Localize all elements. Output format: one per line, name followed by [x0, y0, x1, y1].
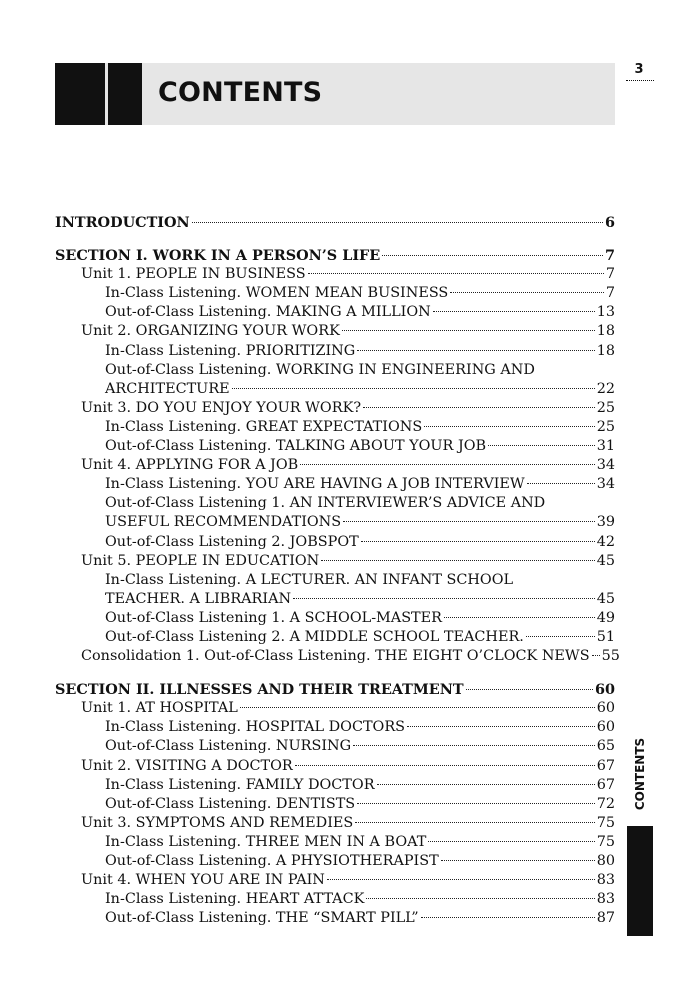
dot-leader [232, 388, 595, 389]
toc-entry-row[interactable] [55, 909, 615, 928]
dot-leader [342, 330, 595, 331]
dot-leader [357, 803, 595, 804]
dot-leader [355, 822, 594, 823]
toc-entry-title-line1[interactable]: Out-of-Class Listening. WORKING IN ENGINEERING AND [105, 361, 535, 378]
toc-entry-title: In-Class Listening. YOU ARE HAVING A JOB INTERVIEW [105, 476, 525, 493]
toc-section-row[interactable] [55, 213, 615, 232]
toc-entry-title: Unit 3. DO YOU ENJOY YOUR WORK? [81, 399, 362, 416]
toc-page-number: 7 [605, 285, 615, 302]
dot-leader [192, 222, 603, 223]
side-section-label [627, 729, 653, 819]
toc-entry-row[interactable] [55, 833, 615, 852]
toc-page-number: 31 [596, 438, 615, 455]
toc-entry-row[interactable] [55, 757, 615, 776]
toc-page-number: 72 [596, 795, 615, 812]
toc-entry-title: Unit 2. ORGANIZING YOUR WORK [81, 323, 340, 340]
toc-entry-title: SECTION II. ILLNESSES AND THEIR TREATMENT [55, 681, 464, 699]
toc-entry-row[interactable] [55, 533, 615, 552]
dot-leader [424, 426, 594, 427]
toc-entry-row[interactable] [55, 399, 615, 418]
toc-page-number: 83 [596, 891, 615, 908]
toc-page-number: 80 [596, 853, 615, 869]
toc-entry-title: Out-of-Class Listening 2. JOBSPOT [105, 533, 359, 550]
toc-entry-title: ARCHITECTURE [105, 380, 230, 397]
toc-entry-title: Out-of-Class Listening. THE “SMART PILL” [105, 910, 419, 927]
side-thumb-tab [627, 826, 653, 936]
toc-page-number: 22 [596, 380, 615, 397]
toc-entry-title: Unit 5. PEOPLE IN EDUCATION [81, 552, 320, 569]
toc-page-number: 42 [596, 533, 615, 550]
toc-entry-title: TEACHER. A LIBRARIAN [105, 590, 292, 607]
toc-entry-title: USEFUL RECOMMENDATIONS [105, 514, 342, 531]
dot-leader [466, 689, 593, 690]
toc-entry-row[interactable] [55, 737, 615, 756]
toc-entry-title: Unit 4. WHEN YOU ARE IN PAIN [81, 872, 325, 889]
page-number: 3 [634, 62, 644, 77]
toc-entry-row[interactable] [55, 590, 615, 609]
toc-page-number: 6 [604, 214, 615, 231]
toc-entry-row[interactable] [55, 871, 615, 890]
toc-entry-title: Unit 1. PEOPLE IN BUSINESS [81, 266, 306, 283]
toc-entry-title: In-Class Listening. HEART ATTACK [105, 891, 365, 908]
toc-entry-row[interactable] [55, 795, 615, 814]
section-spacer [55, 666, 615, 680]
toc-entry-title: Out-of-Class Listening. DENTISTS [105, 795, 356, 812]
toc-entry-row[interactable] [55, 284, 615, 303]
toc-page-number: 60 [596, 700, 615, 717]
toc-page-number: 18 [596, 323, 615, 340]
dot-leader [293, 598, 595, 599]
header-black-block [55, 63, 105, 125]
contents-header [55, 63, 615, 125]
toc-page-number: 34 [596, 476, 615, 493]
page-title: CONTENTS [158, 77, 323, 108]
toc-entry-row[interactable] [55, 342, 615, 361]
toc-entry-title: In-Class Listening. WOMEN MEAN BUSINESS [105, 285, 449, 302]
toc-page-number: 87 [596, 910, 615, 927]
toc-entry-title: SECTION I. WORK IN A PERSON’S LIFE [55, 247, 381, 265]
dot-leader [363, 407, 595, 408]
dot-leader [240, 707, 595, 708]
dot-leader [353, 745, 595, 746]
table-of-contents [55, 213, 620, 928]
dot-leader [321, 560, 594, 561]
toc-entry-title: In-Class Listening. THREE MEN IN A BOAT [105, 833, 427, 850]
toc-entry-row[interactable] [55, 322, 615, 341]
toc-entry-row[interactable] [55, 552, 615, 571]
toc-entry-row[interactable] [55, 647, 620, 666]
toc-page-number: 51 [596, 628, 615, 645]
toc-entry-title: INTRODUCTION [55, 214, 190, 231]
toc-entry-title: Consolidation 1. Out-of-Class Listening. THE EIGHT O’CLOCK NEWS [81, 648, 590, 665]
dot-leader [428, 841, 594, 842]
dot-leader [300, 464, 594, 465]
toc-page-number: 39 [596, 514, 615, 531]
toc-page-number: 67 [596, 776, 615, 793]
toc-entry-title: Unit 1. AT HOSPITAL [81, 700, 238, 717]
toc-entry-row[interactable] [55, 699, 615, 718]
toc-entry-row[interactable] [55, 718, 615, 737]
toc-entry-title-line1[interactable]: In-Class Listening. A LECTURER. AN INFANT SCHOOL [105, 571, 514, 588]
toc-entry-row[interactable] [55, 890, 615, 909]
dot-leader [526, 636, 595, 637]
toc-entry-title: Out-of-Class Listening. MAKING A MILLION [105, 304, 431, 321]
side-section-label-text: CONTENTS [633, 737, 647, 811]
dot-leader [377, 784, 595, 785]
toc-entry-title: In-Class Listening. FAMILY DOCTOR [105, 776, 375, 793]
toc-entry-row[interactable] [55, 437, 615, 456]
header-black-block-narrow [108, 63, 142, 125]
toc-page-number: 13 [596, 304, 615, 321]
toc-entry-row[interactable] [55, 303, 615, 322]
toc-page-number: 65 [596, 738, 615, 755]
dot-leader [327, 879, 595, 880]
dot-leader [366, 898, 594, 899]
toc-entry-title: Unit 4. APPLYING FOR A JOB [81, 457, 299, 474]
toc-entry-title: In-Class Listening. GREAT EXPECTATIONS [105, 418, 423, 435]
toc-section-row[interactable] [55, 680, 615, 699]
toc-entry-title: Unit 2. VISITING A DOCTOR [81, 757, 293, 774]
toc-entry-title: Out-of-Class Listening 2. A MIDDLE SCHOOL TEACHER. [105, 628, 524, 645]
toc-entry-row[interactable] [55, 513, 615, 532]
section-spacer [55, 232, 615, 246]
toc-page-number: 75 [596, 814, 615, 831]
dot-leader [407, 726, 595, 727]
toc-entry-row[interactable] [55, 418, 615, 437]
toc-section-row[interactable] [55, 246, 615, 265]
dot-leader [488, 445, 595, 446]
toc-entry-title-line1[interactable]: Out-of-Class Listening 1. AN INTERVIEWER’S ADVICE AND [105, 495, 546, 512]
dot-leader [592, 655, 600, 656]
dot-leader [450, 292, 604, 293]
toc-entry-title: Unit 3. SYMPTOMS AND REMEDIES [81, 814, 354, 831]
dot-leader [444, 617, 595, 618]
toc-page-number: 45 [596, 552, 615, 569]
dot-leader [527, 483, 595, 484]
toc-page-number: 7 [604, 247, 615, 265]
dot-leader [295, 765, 595, 766]
toc-entry-row[interactable] [55, 475, 615, 494]
toc-page-number: 49 [596, 609, 615, 626]
toc-page-number: 60 [594, 681, 615, 699]
dot-leader [441, 860, 595, 861]
toc-page-number: 60 [596, 719, 615, 736]
toc-page-number: 83 [596, 872, 615, 889]
dot-leader [361, 541, 595, 542]
dot-leader [433, 311, 595, 312]
page-number-rule [626, 80, 654, 81]
toc-entry-title: Out-of-Class Listening 1. A SCHOOL-MASTER [105, 609, 442, 626]
toc-page-number: 25 [596, 418, 615, 435]
dot-leader [308, 273, 604, 274]
toc-page-number: 25 [596, 399, 615, 416]
toc-entry-title: Out-of-Class Listening. NURSING [105, 738, 352, 755]
toc-page-number: 45 [596, 590, 615, 607]
dot-leader [357, 350, 594, 351]
toc-page-number: 75 [596, 833, 615, 850]
toc-page-number: 67 [596, 757, 615, 774]
toc-entry-row[interactable] [55, 380, 615, 399]
toc-entry-row[interactable] [55, 852, 615, 871]
toc-entry-title: In-Class Listening. PRIORITIZING [105, 342, 356, 359]
toc-page-number: 55 [601, 648, 620, 665]
toc-entry-title: Out-of-Class Listening. TALKING ABOUT YOUR JOB [105, 438, 487, 455]
toc-page-number: 34 [596, 457, 615, 474]
toc-entry-title: In-Class Listening. HOSPITAL DOCTORS [105, 719, 406, 736]
toc-page-number: 7 [605, 266, 615, 283]
toc-entry-row[interactable] [55, 456, 615, 475]
dot-leader [343, 521, 595, 522]
toc-entry-title: Out-of-Class Listening. A PHYSIOTHERAPIST [105, 853, 439, 869]
dot-leader [421, 917, 595, 918]
toc-entry-row[interactable] [55, 628, 615, 647]
dot-leader [382, 255, 603, 256]
toc-entry-row[interactable] [55, 776, 615, 795]
toc-entry-row[interactable] [55, 265, 615, 284]
toc-entry-row[interactable] [55, 814, 615, 833]
toc-page-number: 18 [596, 342, 615, 359]
toc-entry-row[interactable] [55, 609, 615, 628]
